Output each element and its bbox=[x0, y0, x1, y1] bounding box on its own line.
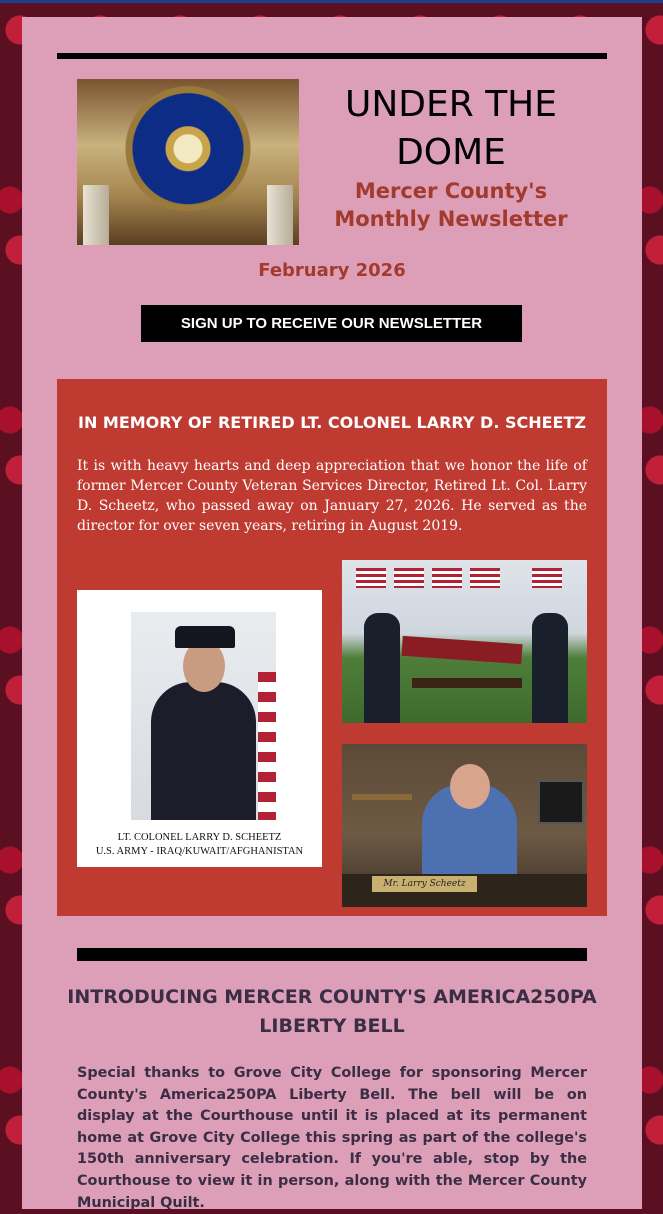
memorial-heading: IN MEMORY OF RETIRED LT. COLONEL LARRY D. SCHEETZ bbox=[77, 413, 586, 432]
top-rule bbox=[57, 53, 607, 59]
flag-ceremony-photo bbox=[342, 560, 587, 723]
liberty-bell-heading: INTRODUCING MERCER COUNTY'S AMERICA250PA LIBERTY BELL bbox=[67, 986, 597, 1037]
newsletter-card bbox=[22, 17, 642, 1209]
portrait-caption-service: U.S. ARMY - IRAQ/KUWAIT/AFGHANISTAN bbox=[95, 846, 304, 857]
newsletter-title: UNDER THE DOME bbox=[344, 84, 557, 173]
signup-button[interactable]: SIGN UP TO RECEIVE OUR NEWSLETTER bbox=[141, 305, 522, 342]
liberty-bell-text: Special thanks to Grove City College for sponsoring Mercer County's America250PA Liberty Bell. The bell will be on display at the Courthouse until it is placed at its permanent home at Grove City College this spring as part of the college's 150th anniversary celebration. If you're able, stop by the Courthouse to view it in person, along with the Mercer County Municipal Quilt. bbox=[77, 1065, 587, 1211]
desk-nameplate: Mr. Larry Scheetz bbox=[372, 876, 477, 892]
capitol-dome-photo bbox=[77, 79, 299, 245]
office-photo bbox=[342, 744, 587, 907]
section-divider bbox=[77, 948, 587, 961]
newsletter-subtitle: Mercer County's Monthly Newsletter bbox=[334, 179, 568, 231]
memorial-text: It is with heavy hearts and deep appreciation that we honor the life of former Mercer County Veteran Services Director, Retired Lt. Col. Larry D. Scheetz, who passed away on January 27, 2026. He served as the director for over seven years, retiring in August 2019. bbox=[77, 458, 587, 534]
memorial-section bbox=[57, 379, 607, 916]
portrait-caption-name: LT. COLONEL LARRY D. SCHEETZ bbox=[117, 832, 282, 843]
top-border bbox=[0, 0, 663, 3]
issue-date: February 2026 bbox=[258, 260, 406, 281]
portrait-photo bbox=[77, 590, 322, 867]
